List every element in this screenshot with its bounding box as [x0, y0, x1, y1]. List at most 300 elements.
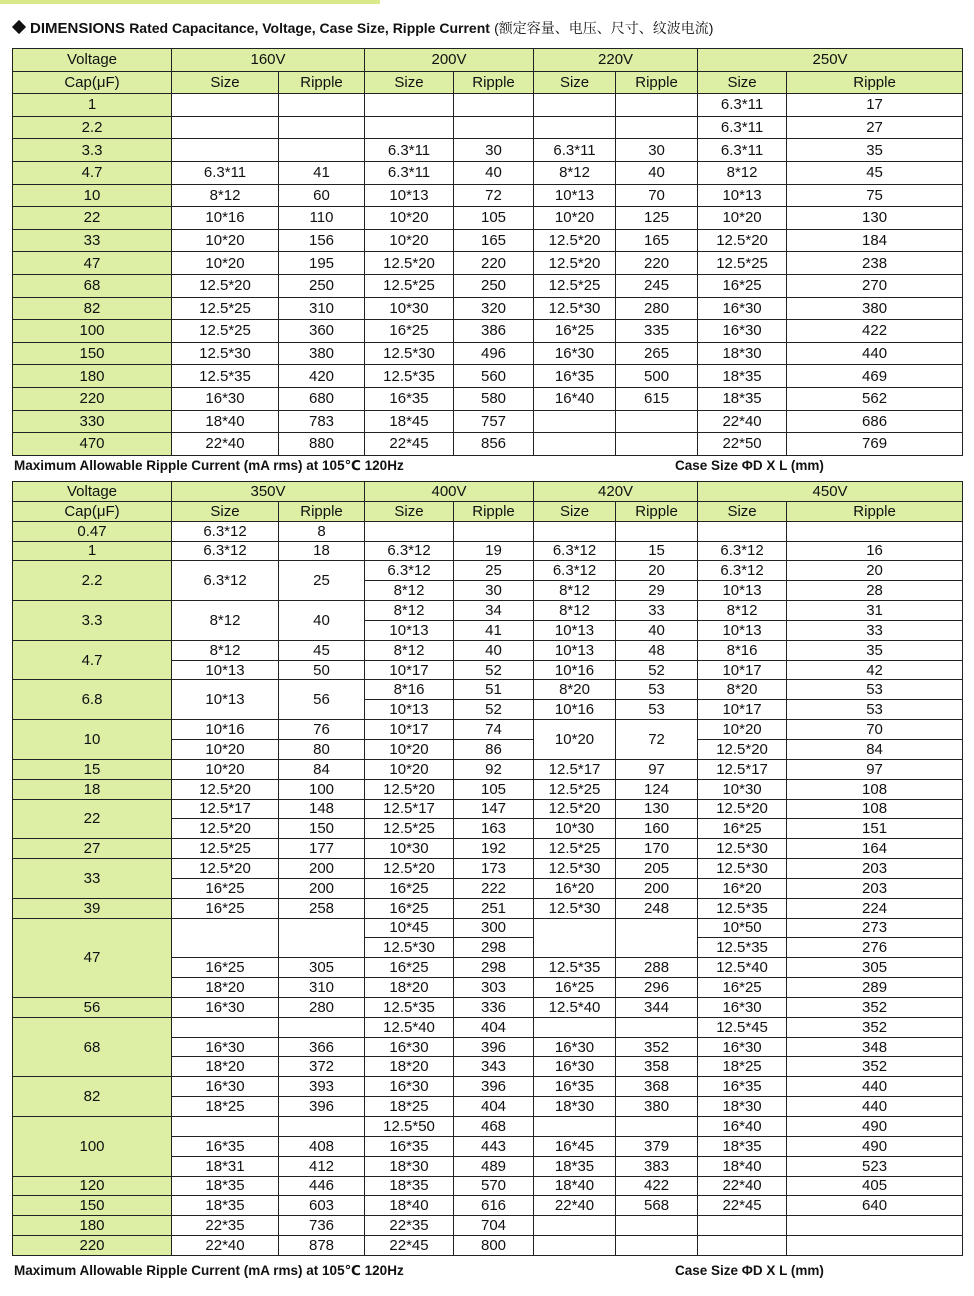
size-cell [365, 94, 454, 117]
ripple-cell: 250 [454, 274, 534, 297]
size-cell: 8*20 [698, 680, 787, 700]
ripple-cell: 420 [279, 365, 365, 388]
size-cell [365, 116, 454, 139]
ripple-cell: 97 [616, 759, 698, 779]
ripple-cell: 164 [787, 839, 963, 859]
ripple-cell: 41 [279, 161, 365, 184]
ripple-cell [279, 139, 365, 162]
ripple-cell: 20 [616, 561, 698, 581]
ripple-header: Ripple [279, 71, 365, 94]
ripple-cell: 258 [279, 898, 365, 918]
ripple-cell: 51 [454, 680, 534, 700]
ripple-cell: 250 [279, 274, 365, 297]
size-cell: 10*20 [172, 229, 279, 252]
ripple-cell: 25 [454, 561, 534, 581]
size-cell: 12.5*17 [172, 799, 279, 819]
size-cell: 6.3*11 [365, 139, 454, 162]
size-cell [534, 94, 616, 117]
size-cell: 22*40 [534, 1196, 616, 1216]
ripple-cell [616, 1236, 698, 1256]
capacitance-cell: 39 [13, 898, 172, 918]
top-accent-line [0, 0, 380, 4]
size-cell: 12.5*20 [172, 274, 279, 297]
ripple-cell: 310 [279, 978, 365, 998]
size-cell: 10*17 [365, 660, 454, 680]
ripple-cell: 200 [279, 878, 365, 898]
ripple-header: Ripple [616, 71, 698, 94]
ripple-cell: 27 [787, 116, 963, 139]
ripple-cell: 40 [616, 620, 698, 640]
table-row [13, 320, 963, 343]
size-cell: 18*31 [172, 1156, 279, 1176]
ripple-cell: 490 [787, 1117, 963, 1137]
size-cell: 18*30 [698, 1097, 787, 1117]
size-header: Size [534, 501, 616, 521]
ripple-cell: 412 [279, 1156, 365, 1176]
capacitance-cell: 4.7 [13, 640, 172, 680]
table-row [13, 839, 963, 859]
size-cell: 8*12 [172, 601, 279, 641]
ripple-cell: 335 [616, 320, 698, 343]
size-cell: 16*20 [698, 878, 787, 898]
ripple-cell: 280 [616, 297, 698, 320]
size-cell [172, 94, 279, 117]
section-title [14, 18, 713, 38]
ripple-cell [616, 410, 698, 433]
size-cell [698, 1236, 787, 1256]
table-row [13, 541, 963, 561]
size-cell: 16*25 [698, 978, 787, 998]
size-cell: 16*35 [534, 1077, 616, 1097]
ripple-cell: 310 [279, 297, 365, 320]
size-cell: 10*13 [365, 184, 454, 207]
ripple-cell: 52 [616, 660, 698, 680]
size-cell [534, 116, 616, 139]
size-cell: 16*25 [365, 320, 454, 343]
size-cell: 10*20 [365, 207, 454, 230]
ripple-cell: 72 [454, 184, 534, 207]
ripple-cell: 53 [616, 700, 698, 720]
size-cell: 6.3*11 [365, 161, 454, 184]
size-cell: 12.5*30 [698, 839, 787, 859]
size-cell: 16*40 [698, 1117, 787, 1137]
ripple-cell: 580 [454, 387, 534, 410]
size-cell: 16*35 [365, 1136, 454, 1156]
size-cell: 10*16 [172, 207, 279, 230]
size-cell: 12.5*35 [698, 938, 787, 958]
size-cell: 16*30 [698, 997, 787, 1017]
size-cell: 12.5*25 [365, 819, 454, 839]
table-row [13, 274, 963, 297]
size-header: Size [698, 501, 787, 521]
ripple-cell: 615 [616, 387, 698, 410]
ripple-header: Ripple [454, 71, 534, 94]
ripple-cell: 192 [454, 839, 534, 859]
ripple-cell: 200 [279, 859, 365, 879]
capacitance-cell: 27 [13, 839, 172, 859]
ripple-cell: 50 [279, 660, 365, 680]
ripple-cell: 320 [454, 297, 534, 320]
size-cell: 6.3*12 [365, 541, 454, 561]
size-cell: 12.5*20 [698, 739, 787, 759]
ripple-cell: 800 [454, 1236, 534, 1256]
size-cell: 12.5*35 [172, 365, 279, 388]
voltage-header: 450V [698, 482, 963, 502]
table-row [13, 1236, 963, 1256]
table-row [13, 297, 963, 320]
table-row [13, 94, 963, 117]
size-cell: 12.5*30 [534, 297, 616, 320]
size-cell: 12.5*30 [698, 859, 787, 879]
voltage-header: 160V [172, 49, 365, 72]
ripple-header: Ripple [454, 501, 534, 521]
cap-label: Cap(μF) [13, 71, 172, 94]
size-cell: 18*35 [698, 1136, 787, 1156]
ripple-cell: 105 [454, 207, 534, 230]
ripple-cell: 203 [787, 878, 963, 898]
size-cell: 12.5*20 [534, 252, 616, 275]
size-cell [534, 918, 616, 958]
size-cell: 12.5*25 [172, 320, 279, 343]
size-cell: 12.5*17 [698, 759, 787, 779]
ripple-cell: 408 [279, 1136, 365, 1156]
ripple-cell [616, 521, 698, 541]
size-cell: 22*40 [172, 1236, 279, 1256]
ripple-cell: 173 [454, 859, 534, 879]
ripple-cell: 16 [787, 541, 963, 561]
ripple-cell: 704 [454, 1216, 534, 1236]
size-cell [172, 116, 279, 139]
table-row [13, 229, 963, 252]
ripple-cell [787, 1216, 963, 1236]
ripple-cell: 45 [787, 161, 963, 184]
size-cell: 16*25 [365, 898, 454, 918]
size-header: Size [365, 501, 454, 521]
size-cell: 16*25 [172, 878, 279, 898]
size-cell: 22*40 [698, 1176, 787, 1196]
size-cell: 10*16 [534, 660, 616, 680]
size-cell: 12.5*30 [534, 859, 616, 879]
ripple-cell: 783 [279, 410, 365, 433]
size-cell [172, 139, 279, 162]
table-row [13, 918, 963, 938]
size-cell [534, 410, 616, 433]
size-cell: 10*20 [534, 720, 616, 760]
size-cell: 10*16 [534, 700, 616, 720]
ripple-cell: 40 [279, 601, 365, 641]
ripple-cell: 446 [279, 1176, 365, 1196]
size-cell: 8*12 [698, 601, 787, 621]
ripple-cell: 75 [787, 184, 963, 207]
ripple-cell: 343 [454, 1057, 534, 1077]
size-cell: 10*20 [172, 252, 279, 275]
table-row [13, 997, 963, 1017]
size-cell: 10*30 [365, 839, 454, 859]
size-cell: 10*13 [534, 640, 616, 660]
capacitance-cell: 22 [13, 799, 172, 839]
ripple-cell: 205 [616, 859, 698, 879]
ripple-cell: 570 [454, 1176, 534, 1196]
size-cell: 6.3*11 [534, 139, 616, 162]
ripple-cell: 74 [454, 720, 534, 740]
size-cell: 16*25 [534, 320, 616, 343]
ripple-cell: 40 [454, 161, 534, 184]
size-cell: 12.5*20 [534, 799, 616, 819]
ripple-cell: 42 [787, 660, 963, 680]
size-cell: 12.5*20 [365, 252, 454, 275]
ripple-cell: 33 [787, 620, 963, 640]
ripple-cell: 344 [616, 997, 698, 1017]
size-cell: 16*30 [534, 1037, 616, 1057]
size-cell: 12.5*20 [172, 779, 279, 799]
table-row [13, 640, 963, 660]
size-cell: 16*30 [172, 1077, 279, 1097]
size-cell: 10*30 [365, 297, 454, 320]
size-cell: 22*45 [365, 1236, 454, 1256]
ripple-cell: 352 [616, 1037, 698, 1057]
ripple-cell: 33 [616, 601, 698, 621]
ripple-cell: 19 [454, 541, 534, 561]
capacitance-cell: 18 [13, 779, 172, 799]
ripple-cell: 17 [787, 94, 963, 117]
size-cell: 18*35 [365, 1176, 454, 1196]
capacitance-cell: 6.8 [13, 680, 172, 720]
ripple-cell: 30 [454, 139, 534, 162]
ripple-cell: 422 [787, 320, 963, 343]
ripple-cell: 53 [787, 680, 963, 700]
size-cell: 12.5*20 [365, 779, 454, 799]
table-row [13, 561, 963, 581]
size-cell: 16*25 [365, 878, 454, 898]
size-cell: 22*50 [698, 433, 787, 456]
ripple-cell: 405 [787, 1176, 963, 1196]
table-row [13, 859, 963, 879]
ripple-cell: 603 [279, 1196, 365, 1216]
table-row [13, 207, 963, 230]
size-cell: 12.5*20 [172, 859, 279, 879]
ripple-cell: 53 [616, 680, 698, 700]
ripple-cell [787, 1236, 963, 1256]
table-row [13, 680, 963, 700]
size-cell: 10*30 [698, 779, 787, 799]
voltage-header: 220V [534, 49, 698, 72]
size-cell: 6.3*12 [365, 561, 454, 581]
size-cell: 12.5*25 [534, 839, 616, 859]
size-cell: 16*25 [365, 958, 454, 978]
ripple-cell: 124 [616, 779, 698, 799]
size-cell: 18*35 [534, 1156, 616, 1176]
size-cell: 22*35 [172, 1216, 279, 1236]
column-header-row [13, 501, 963, 521]
ripple-cell: 265 [616, 342, 698, 365]
size-cell: 12.5*30 [365, 938, 454, 958]
ripple-cell: 280 [279, 997, 365, 1017]
size-cell: 12.5*35 [534, 958, 616, 978]
size-cell: 10*13 [172, 660, 279, 680]
ripple-cell: 150 [279, 819, 365, 839]
ripple-cell: 360 [279, 320, 365, 343]
size-cell: 8*12 [365, 581, 454, 601]
capacitance-cell: 100 [13, 320, 172, 343]
voltage-header: 420V [534, 482, 698, 502]
capacitance-cell: 56 [13, 997, 172, 1017]
table-row [13, 1176, 963, 1196]
size-cell: 12.5*20 [698, 799, 787, 819]
ripple-cell: 220 [616, 252, 698, 275]
ripple-cell [787, 521, 963, 541]
ripple-cell: 92 [454, 759, 534, 779]
ripple-cell: 380 [787, 297, 963, 320]
capacitance-cell: 33 [13, 229, 172, 252]
ripple-cell: 380 [279, 342, 365, 365]
ripple-cell: 70 [787, 720, 963, 740]
size-header: Size [698, 71, 787, 94]
size-cell: 10*13 [698, 184, 787, 207]
ripple-cell: 30 [454, 581, 534, 601]
size-cell: 10*20 [698, 207, 787, 230]
ripple-cell: 396 [279, 1097, 365, 1117]
capacitance-cell: 22 [13, 207, 172, 230]
ripple-cell: 40 [616, 161, 698, 184]
size-cell: 8*12 [698, 161, 787, 184]
size-cell: 12.5*45 [698, 1017, 787, 1037]
size-cell: 16*30 [365, 1077, 454, 1097]
capacitance-cell: 4.7 [13, 161, 172, 184]
ripple-cell: 288 [616, 958, 698, 978]
ripple-cell [616, 1117, 698, 1137]
size-cell: 12.5*25 [534, 779, 616, 799]
ripple-cell [279, 94, 365, 117]
capacitance-cell: 3.3 [13, 601, 172, 641]
ripple-cell: 490 [787, 1136, 963, 1156]
size-cell: 10*45 [365, 918, 454, 938]
size-cell [534, 1117, 616, 1137]
ripple-cell [279, 1017, 365, 1037]
size-cell: 10*13 [698, 581, 787, 601]
size-cell [698, 521, 787, 541]
size-cell: 12.5*30 [365, 342, 454, 365]
ripple-cell [279, 116, 365, 139]
size-cell [172, 918, 279, 958]
size-header: Size [365, 71, 454, 94]
ripple-cell: 41 [454, 620, 534, 640]
table-row [13, 433, 963, 456]
size-cell: 10*17 [365, 720, 454, 740]
ripple-cell: 35 [787, 640, 963, 660]
size-cell: 22*40 [172, 433, 279, 456]
size-cell: 12.5*35 [365, 365, 454, 388]
size-cell: 8*12 [534, 161, 616, 184]
size-cell [534, 1017, 616, 1037]
table-row [13, 365, 963, 388]
ripple-cell: 222 [454, 878, 534, 898]
ripple-cell: 380 [616, 1097, 698, 1117]
size-cell: 10*30 [534, 819, 616, 839]
capacitance-cell: 220 [13, 387, 172, 410]
size-cell: 18*30 [534, 1097, 616, 1117]
ripple-header: Ripple [616, 501, 698, 521]
size-cell: 10*17 [698, 700, 787, 720]
ripple-cell: 440 [787, 342, 963, 365]
size-cell: 18*20 [172, 978, 279, 998]
ripple-cell: 31 [787, 601, 963, 621]
ripple-cell: 200 [616, 878, 698, 898]
ripple-cell: 147 [454, 799, 534, 819]
size-cell: 16*25 [534, 978, 616, 998]
ripple-cell [279, 1117, 365, 1137]
table-row [13, 759, 963, 779]
ripple-cell: 30 [616, 139, 698, 162]
size-cell [534, 1236, 616, 1256]
size-cell [172, 1017, 279, 1037]
size-cell: 12.5*25 [534, 274, 616, 297]
ripple-cell: 248 [616, 898, 698, 918]
capacitance-cell: 470 [13, 433, 172, 456]
ripple-cell: 372 [279, 1057, 365, 1077]
capacitance-cell: 33 [13, 859, 172, 899]
voltage-header-row [13, 482, 963, 502]
ripple-cell: 440 [787, 1077, 963, 1097]
size-cell: 16*30 [534, 1057, 616, 1077]
ripple-cell: 100 [279, 779, 365, 799]
capacitance-cell: 0.47 [13, 521, 172, 541]
ripple-cell: 289 [787, 978, 963, 998]
capacitance-cell: 15 [13, 759, 172, 779]
size-cell: 10*13 [534, 620, 616, 640]
ripple-cell: 396 [454, 1037, 534, 1057]
size-cell: 10*20 [365, 739, 454, 759]
size-cell: 8*20 [534, 680, 616, 700]
size-cell: 18*25 [172, 1097, 279, 1117]
ripple-cell: 368 [616, 1077, 698, 1097]
size-cell: 16*35 [534, 365, 616, 388]
size-cell: 18*35 [698, 387, 787, 410]
ripple-cell: 170 [616, 839, 698, 859]
ripple-header: Ripple [279, 501, 365, 521]
ripple-cell: 496 [454, 342, 534, 365]
ripple-cell: 383 [616, 1156, 698, 1176]
size-cell: 10*13 [698, 620, 787, 640]
size-header: Size [172, 501, 279, 521]
ripple-cell: 84 [279, 759, 365, 779]
size-cell: 6.3*12 [172, 561, 279, 601]
size-cell: 12.5*30 [534, 898, 616, 918]
ripple-cell: 562 [787, 387, 963, 410]
size-cell [172, 1117, 279, 1137]
size-cell: 6.3*11 [698, 94, 787, 117]
ripple-cell: 270 [787, 274, 963, 297]
size-cell: 12.5*40 [534, 997, 616, 1017]
ripple-cell: 305 [279, 958, 365, 978]
size-cell: 22*45 [365, 433, 454, 456]
ripple-cell: 273 [787, 918, 963, 938]
ripple-cell: 86 [454, 739, 534, 759]
capacitance-cell: 100 [13, 1117, 172, 1177]
ripple-cell: 769 [787, 433, 963, 456]
size-cell: 16*30 [172, 1037, 279, 1057]
ripple-cell: 298 [454, 938, 534, 958]
ripple-cell: 440 [787, 1097, 963, 1117]
size-cell: 6.3*11 [698, 139, 787, 162]
ripple-cell: 568 [616, 1196, 698, 1216]
size-cell: 18*30 [365, 1156, 454, 1176]
dimensions-table-high-voltage [12, 481, 963, 1256]
size-cell [365, 521, 454, 541]
capacitance-cell: 10 [13, 184, 172, 207]
table-row [13, 898, 963, 918]
size-cell: 16*45 [534, 1136, 616, 1156]
table-row [13, 799, 963, 819]
